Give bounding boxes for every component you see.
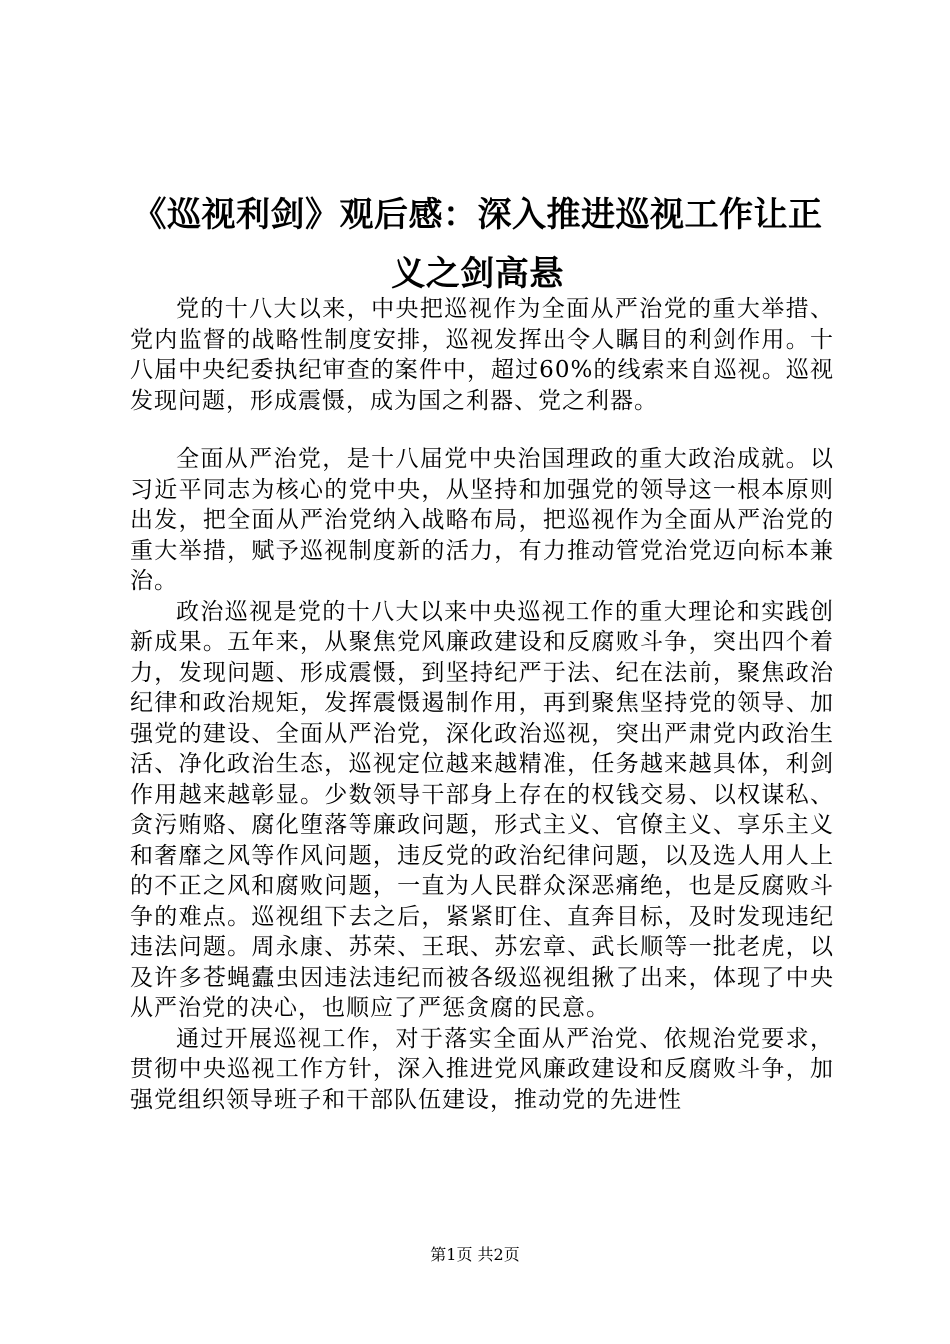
paragraph-2: 全面从严治党，是十八届党中央治国理政的重大政治成就。以习近平同志为核心的党中央，从坚持和加强党的领导这一根本原则出发，把全面从严治党纳入战略布局，把巡视作为全面从严治党的重大举措，赋予巡视制度新的活力，有力推动管党治党迈向标本兼治。 [130, 446, 834, 594]
paragraph-3: 政治巡视是党的十八大以来中央巡视工作的重大理论和实践创新成果。五年来，从聚焦党风廉政建设和反腐败斗争，突出四个着力，发现问题、形成震慑，到坚持纪严于法、纪在法前，聚焦政治纪律和政治规矩，发挥震慑遏制作用，再到聚焦坚持党的领导、加强党的建设、全面从严治党，深化政治巡视，突出严肃党内政治生活、净化政治生态，巡视定位越来越精准，任务越来越具体，利剑作用越来越彰显。少数领导干部身上存在的权钱交易、以权谋私、贪污贿赂、腐化堕落等廉政问题，形式主义、官僚主义、享乐主义和奢靡之风等作风问题，违反党的政治纪律问题，以及选人用人上的不正之风和腐败问题，一直为人民群众深恶痛绝，也是反腐败斗争的难点。巡视组下去之后，紧紧盯住、直奔目标，及时发现违纪违法问题。周永康、苏荣、王珉、苏宏章、武长顺等一批老虎，以及许多苍蝇蠹虫因违法违纪而被各级巡视组揪了出来，体现了中央从严治党的决心，也顺应了严惩贪腐的民意。 [130, 598, 834, 1021]
document-body [130, 294, 834, 1115]
paragraph-1: 党的十八大以来，中央把巡视作为全面从严治党的重大举措、党内监督的战略性制度安排，巡视发挥出令人瞩目的利剑作用。十八届中央纪委执纪审查的案件中，超过60%的线索来自巡视。巡视发现问题，形成震慑，成为国之利器、党之利器。 [130, 296, 834, 414]
page-number-footer: 第1页 共2页 [430, 1245, 520, 1264]
document-title: 《巡视利剑》观后感：深入推进巡视工作让正义之剑高悬 [132, 195, 823, 294]
paragraph-4: 通过开展巡视工作，对于落实全面从严治党、依规治党要求，贯彻中央巡视工作方针，深入推进党风廉政建设和反腐败斗争，加强党组织领导班子和干部队伍建设，推动党的先进性 [130, 1025, 834, 1113]
